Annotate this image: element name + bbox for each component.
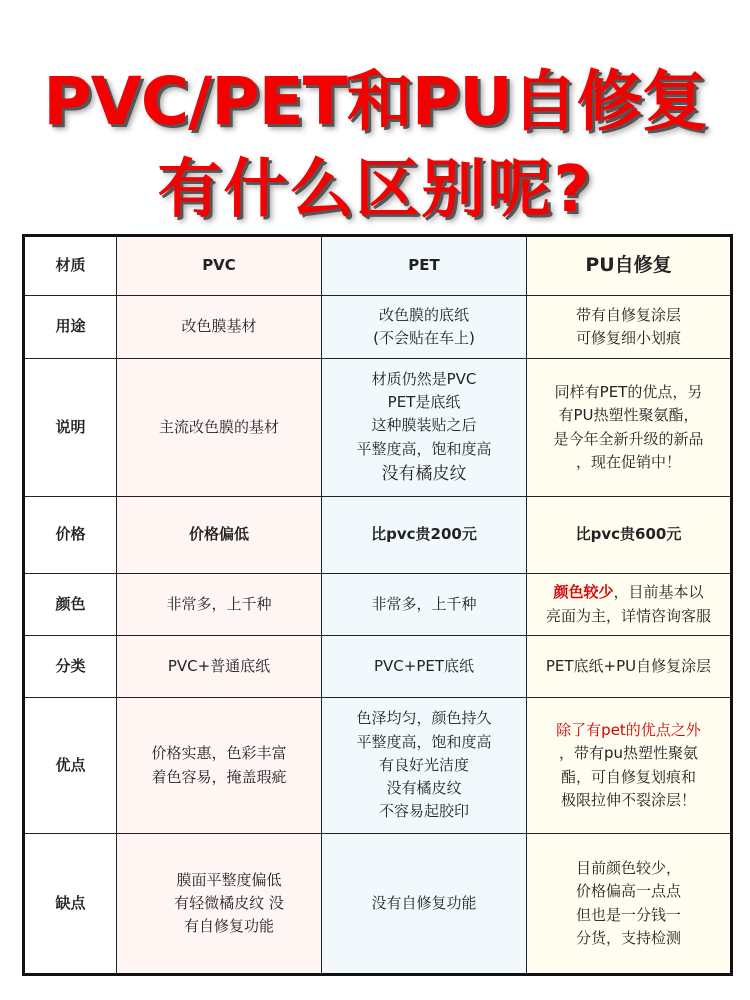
category-pu: PET底纸+PU自修复涂层 [527,636,732,698]
row-label-category: 分类 [24,636,117,698]
price-pet: 比pvc贵200元 [322,497,527,574]
header-pet: PET [322,236,527,296]
disadvantages-pet: 没有自修复功能 [322,834,527,975]
header-pu: PU自修复 [527,236,732,296]
price-pvc: 价格偏低 [117,497,322,574]
row-label-description: 说明 [24,359,117,497]
comparison-table [22,234,733,976]
page-title-line-2: 有什么区别呢? [157,153,593,227]
row-label-disadvantages: 缺点 [24,834,117,975]
category-pet: PVC+PET底纸 [322,636,527,698]
disadvantages-pvc: 膜面平整度偏低 有轻微橘皮纹 没 有自修复功能 [117,834,322,975]
usage-pvc: 改色膜基材 [117,296,322,359]
usage-pet: 改色膜的底纸 (不会贴在车上) [322,296,527,359]
page-title-line-1: PVC/PET和PU自修复 [43,63,707,140]
row-label-usage: 用途 [24,296,117,359]
advantages-pu: 除了有pet的优点之外 ，带有pu热塑性聚氨 酯，可自修复划痕和 极限拉伸不裂涂层！ [527,698,732,834]
color-pu: 颜色较少，目前基本以 亮面为主，详情咨询客服 [527,574,732,636]
description-pvc: 主流改色膜的基材 [117,359,322,497]
table-row [24,636,732,698]
description-pet: 材质仍然是PVC PET是底纸 这种膜装贴之后 平整度高，饱和度高 没有橘皮纹 [322,359,527,497]
advantages-pu-highlight: 除了有pet的优点之外 [556,721,701,739]
table-row [24,497,732,574]
disadvantages-pu: 目前颜色较少， 价格偏高一点点 但也是一分钱一 分货，支持检测 [527,834,732,975]
category-pvc: PVC+普通底纸 [117,636,322,698]
usage-pu: 带有自修复涂层 可修复细小划痕 [527,296,732,359]
header-material: 材质 [24,236,117,296]
table-row [24,359,732,497]
table-row [24,834,732,975]
header-pvc: PVC [117,236,322,296]
table-row [24,296,732,359]
color-pu-highlight: 颜色较少 [553,583,614,602]
color-pet: 非常多，上千种 [322,574,527,636]
price-pu: 比pvc贵600元 [527,497,732,574]
table-row [24,698,732,834]
row-label-price: 价格 [24,497,117,574]
table-row [24,574,732,636]
description-pu: 同样有PET的优点，另 有PU热塑性聚氨酯， 是今年全新升级的新品 ，现在促销中！ [527,359,732,497]
table-header-row [24,236,732,296]
row-label-advantages: 优点 [24,698,117,834]
row-label-color: 颜色 [24,574,117,636]
advantages-pet: 色泽均匀，颜色持久 平整度高，饱和度高 有良好光洁度 没有橘皮纹 不容易起胶印 [322,698,527,834]
advantages-pvc: 价格实惠，色彩丰富 着色容易，掩盖瑕疵 [117,698,322,834]
color-pvc: 非常多，上千种 [117,574,322,636]
